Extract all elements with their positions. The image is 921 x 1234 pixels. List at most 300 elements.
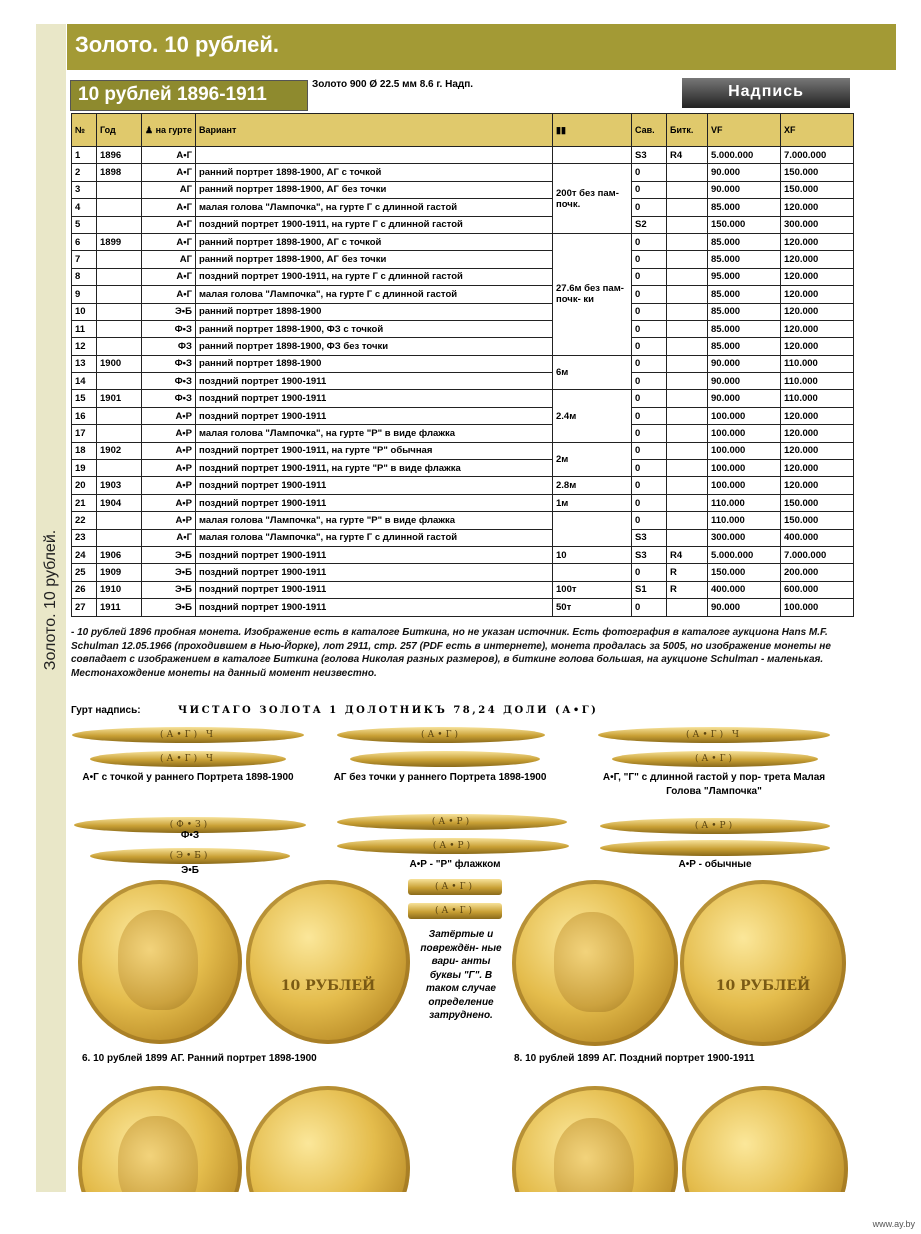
table-cell: 150.000 xyxy=(708,216,781,233)
coin-denomination: 10 РУБЛЕЙ xyxy=(715,978,811,994)
table-cell: 90.000 xyxy=(708,355,781,372)
mintage-cell: 50т xyxy=(553,599,632,616)
table-cell: поздний портрет 1900-1911 xyxy=(195,373,552,390)
table-cell: 17 xyxy=(72,425,97,442)
edge-image: (А•Р) xyxy=(337,814,567,830)
table-cell: 90.000 xyxy=(708,599,781,616)
table-cell: А•Г xyxy=(142,216,196,233)
col-variant: Вариант xyxy=(195,114,552,147)
table-cell: 12 xyxy=(72,338,97,355)
table-cell: S1 xyxy=(632,581,667,598)
table-cell: 0 xyxy=(632,338,667,355)
section-title: 10 рублей 1896-1911 xyxy=(78,84,267,105)
table-cell: 110.000 xyxy=(708,512,781,529)
table-cell: 5.000.000 xyxy=(708,147,781,164)
table-cell: поздний портрет 1900-1911, на гурте Г с длинной гастой xyxy=(195,268,552,285)
portrait-image xyxy=(118,1116,198,1192)
table-cell xyxy=(667,425,708,442)
table-cell: 0 xyxy=(632,233,667,250)
table-cell: 120.000 xyxy=(781,303,854,320)
section-header xyxy=(70,80,308,111)
table-cell xyxy=(667,286,708,303)
col-mintage xyxy=(553,114,632,147)
table-cell: 120.000 xyxy=(781,233,854,250)
table-cell: 23 xyxy=(72,529,97,546)
chapter-banner xyxy=(67,24,896,70)
table-cell: Ф•З xyxy=(142,373,196,390)
table-row xyxy=(72,442,854,459)
watermark: www.ay.by xyxy=(872,1219,915,1229)
table-cell: 27 xyxy=(72,599,97,616)
edge-image: (А•Г) Ч xyxy=(90,751,286,767)
table-cell: А•Р xyxy=(142,512,196,529)
table-cell: 1899 xyxy=(97,233,142,250)
table-cell: 7 xyxy=(72,251,97,268)
table-cell: 0 xyxy=(632,494,667,511)
table-row xyxy=(72,251,854,268)
table-cell xyxy=(97,251,142,268)
table-cell: 2 xyxy=(72,164,97,181)
coin-specs: Золото 900 Ø 22.5 мм 8.6 г. Надп. xyxy=(312,79,474,90)
table-cell xyxy=(97,425,142,442)
edge-image xyxy=(600,840,830,856)
col-xf: XF xyxy=(781,114,854,147)
table-row xyxy=(72,407,854,424)
table-row xyxy=(72,147,854,164)
table-cell: 0 xyxy=(632,390,667,407)
table-cell: 90.000 xyxy=(708,164,781,181)
table-cell: А•Г xyxy=(142,286,196,303)
edge-image: (А•Г) xyxy=(408,903,502,919)
table-cell xyxy=(667,216,708,233)
table-cell: ранний портрет 1898-1900, ФЗ с точкой xyxy=(195,320,552,337)
table-cell: 14 xyxy=(72,373,97,390)
table-cell: 18 xyxy=(72,442,97,459)
table-cell: 4 xyxy=(72,199,97,216)
portrait-image xyxy=(118,910,198,1010)
sidebar-title: Золото. 10 рублей. xyxy=(42,529,59,671)
table-cell: малая голова "Лампочка", на гурте Г с длинной гастой xyxy=(195,286,552,303)
edge-image: (А•Р) xyxy=(337,838,569,854)
table-cell: 120.000 xyxy=(781,286,854,303)
table-cell: поздний портрет 1900-1911 xyxy=(195,494,552,511)
table-row xyxy=(72,303,854,320)
table-cell xyxy=(667,390,708,407)
table-cell: 19 xyxy=(72,460,97,477)
coin-caption: 8. 10 рублей 1899 АГ. Поздний портрет 1900-1911 xyxy=(514,1053,755,1064)
table-row xyxy=(72,338,854,355)
coin-row-cropped xyxy=(66,1076,866,1192)
edge-image: (А•Г) Ч xyxy=(72,727,304,743)
portrait-image xyxy=(554,1118,634,1192)
table-cell xyxy=(667,442,708,459)
table-cell xyxy=(667,164,708,181)
table-cell: 20 xyxy=(72,477,97,494)
table-cell: 100.000 xyxy=(708,477,781,494)
table-cell xyxy=(667,233,708,250)
table-cell xyxy=(667,268,708,285)
table-cell: 90.000 xyxy=(708,181,781,198)
table-row xyxy=(72,599,854,616)
table-cell: А•Г xyxy=(142,529,196,546)
table-cell: 85.000 xyxy=(708,233,781,250)
table-cell: 200.000 xyxy=(781,564,854,581)
table-cell: 300.000 xyxy=(781,216,854,233)
table-cell: 22 xyxy=(72,512,97,529)
table-cell xyxy=(667,181,708,198)
table-cell: 25 xyxy=(72,564,97,581)
table-cell: 100.000 xyxy=(708,460,781,477)
table-cell: ранний портрет 1898-1900, АГ без точки xyxy=(195,251,552,268)
table-row xyxy=(72,164,854,181)
coin-reverse xyxy=(246,1086,410,1192)
table-cell: поздний портрет 1900-1911 xyxy=(195,477,552,494)
table-cell: 1 xyxy=(72,147,97,164)
table-cell: поздний портрет 1900-1911, на гурте "Р" в виде флажка xyxy=(195,460,552,477)
table-cell: ранний портрет 1898-1900 xyxy=(195,355,552,372)
table-row xyxy=(72,512,854,529)
table-cell: малая голова "Лампочка", на гурте Г с длинной гастой xyxy=(195,529,552,546)
edge-caption: А•Р - обычные xyxy=(678,859,752,870)
table-cell xyxy=(195,147,552,164)
mintage-cell xyxy=(553,147,632,164)
table-cell: 24 xyxy=(72,546,97,563)
table-cell: 16 xyxy=(72,407,97,424)
mintage-cell xyxy=(553,564,632,581)
mintage-cell: 10 xyxy=(553,546,632,563)
table-cell: 600.000 xyxy=(781,581,854,598)
table-cell: А•Р xyxy=(142,407,196,424)
col-bitkin: Битк. xyxy=(667,114,708,147)
table-cell: 1901 xyxy=(97,390,142,407)
table-cell: АГ xyxy=(142,251,196,268)
table-cell xyxy=(667,599,708,616)
table-cell: А•Г xyxy=(142,199,196,216)
edge-caption: Э•Б xyxy=(181,865,199,876)
edge-caption: АГ без точки у раннего Портрета 1898-1900 xyxy=(333,772,547,783)
edge-image: (А•Р) xyxy=(600,818,830,834)
table-cell: 0 xyxy=(632,199,667,216)
table-row xyxy=(72,373,854,390)
table-row xyxy=(72,320,854,337)
table-cell: 85.000 xyxy=(708,199,781,216)
table-cell: ранний портрет 1898-1900, ФЗ без точки xyxy=(195,338,552,355)
table-cell: R xyxy=(667,564,708,581)
table-cell: 15 xyxy=(72,390,97,407)
table-cell: 21 xyxy=(72,494,97,511)
table-cell xyxy=(667,199,708,216)
mintage-cell: 2.8м xyxy=(553,477,632,494)
table-cell: 150.000 xyxy=(781,494,854,511)
table-cell: 0 xyxy=(632,477,667,494)
table-cell xyxy=(667,512,708,529)
table-cell: 90.000 xyxy=(708,373,781,390)
table-cell: 0 xyxy=(632,355,667,372)
table-cell: 1896 xyxy=(97,147,142,164)
table-cell: А•Г xyxy=(142,233,196,250)
coin-caption: 6. 10 рублей 1899 АГ. Ранний портрет 1898-1900 xyxy=(82,1053,317,1064)
edge-caption: А•Р - "Р" флажком xyxy=(409,859,501,870)
edge-image xyxy=(350,751,540,767)
table-cell: А•Р xyxy=(142,442,196,459)
table-row xyxy=(72,355,854,372)
table-cell: 120.000 xyxy=(781,251,854,268)
table-cell: 1909 xyxy=(97,564,142,581)
table-cell: 1906 xyxy=(97,546,142,563)
table-cell: 120.000 xyxy=(781,442,854,459)
table-cell: 0 xyxy=(632,512,667,529)
table-cell: 10 xyxy=(72,303,97,320)
table-cell: 400.000 xyxy=(781,529,854,546)
table-cell: 0 xyxy=(632,303,667,320)
table-cell: 400.000 xyxy=(708,581,781,598)
col-vf: VF xyxy=(708,114,781,147)
table-cell: S2 xyxy=(632,216,667,233)
table-cell: 8 xyxy=(72,268,97,285)
table-cell: ранний портрет 1898-1900, АГ с точкой xyxy=(195,164,552,181)
table-cell: 1910 xyxy=(97,581,142,598)
table-cell: А•Р xyxy=(142,425,196,442)
table-cell xyxy=(667,338,708,355)
table-cell: 0 xyxy=(632,425,667,442)
table-cell: 0 xyxy=(632,164,667,181)
mintage-cell: 1м xyxy=(553,494,632,511)
table-cell: 1903 xyxy=(97,477,142,494)
col-year: Год xyxy=(97,114,142,147)
table-cell: 150.000 xyxy=(781,512,854,529)
table-cell xyxy=(97,216,142,233)
table-cell: А•Р xyxy=(142,494,196,511)
table-cell xyxy=(97,181,142,198)
table-cell: 0 xyxy=(632,599,667,616)
table-cell: поздний портрет 1900-1911 xyxy=(195,599,552,616)
table-cell: Ф•З xyxy=(142,320,196,337)
table-row xyxy=(72,529,854,546)
table-cell xyxy=(667,373,708,390)
table-row xyxy=(72,546,854,563)
coin-obverse xyxy=(78,1086,242,1192)
table-cell: 120.000 xyxy=(781,460,854,477)
table-cell: 100.000 xyxy=(708,425,781,442)
table-cell: 0 xyxy=(632,407,667,424)
mintage-cell: 27.6м без пам- почк- ки xyxy=(553,233,632,355)
table-cell: ФЗ xyxy=(142,338,196,355)
edge-inscription-text: ЧИСТАГО ЗОЛОТА 1 ДОЛОТНИКЪ 78,24 ДОЛИ (А•Г) xyxy=(178,705,599,716)
table-cell: 0 xyxy=(632,251,667,268)
mintage-cell: 2.4м xyxy=(553,390,632,442)
table-cell: 110.000 xyxy=(781,355,854,372)
table-cell: 150.000 xyxy=(781,181,854,198)
person-icon: ♟ xyxy=(145,124,154,135)
edge-damage-note: Затёртые и повреждён- ные вари- анты буквы "Г". В таком случае определение затруднено. xyxy=(420,929,502,1021)
mintage-cell: 100т xyxy=(553,581,632,598)
coin-reverse xyxy=(682,1086,848,1192)
table-cell: 110.000 xyxy=(708,494,781,511)
table-cell: S3 xyxy=(632,546,667,563)
table-cell: R xyxy=(667,581,708,598)
col-saveliev: Сав. xyxy=(632,114,667,147)
table-cell: 5 xyxy=(72,216,97,233)
table-cell: 0 xyxy=(632,268,667,285)
mintage-cell: 2м xyxy=(553,442,632,477)
table-cell: 1902 xyxy=(97,442,142,459)
table-cell: Э•Б xyxy=(142,564,196,581)
col-number: № xyxy=(72,114,97,147)
table-row xyxy=(72,477,854,494)
table-cell: 11 xyxy=(72,320,97,337)
table-cell xyxy=(97,320,142,337)
table-cell: ранний портрет 1898-1900, АГ без точки xyxy=(195,181,552,198)
table-cell xyxy=(97,373,142,390)
table-cell: 150.000 xyxy=(708,564,781,581)
table-cell: 85.000 xyxy=(708,338,781,355)
table-cell: Ф•З xyxy=(142,390,196,407)
table-cell: 120.000 xyxy=(781,320,854,337)
edge-image: (А•Г) xyxy=(337,727,545,743)
table-cell: А•Р xyxy=(142,477,196,494)
table-cell: А•Г xyxy=(142,268,196,285)
table-cell: S3 xyxy=(632,147,667,164)
table-cell: 1911 xyxy=(97,599,142,616)
table-cell xyxy=(667,477,708,494)
table-cell: 100.000 xyxy=(781,599,854,616)
coin-reverse xyxy=(246,880,410,1044)
table-row xyxy=(72,199,854,216)
edge-caption: А•Г с точкой у раннего Портрета 1898-1900 xyxy=(82,772,294,783)
table-cell: 7.000.000 xyxy=(781,147,854,164)
table-cell: 120.000 xyxy=(781,199,854,216)
table-cell: 1900 xyxy=(97,355,142,372)
table-cell xyxy=(97,268,142,285)
table-cell: Э•Б xyxy=(142,581,196,598)
table-cell: 150.000 xyxy=(781,164,854,181)
footnote: - 10 рублей 1896 пробная монета. Изображение есть в каталоге Биткина, но не указан источник. Есть фотография в каталоге аукциона Hans M.F. Schulman 12.05.1966 (проходившем в Нью-Йорке), лот 2911, стр. 257 (PDF есть в интернете), монета продалась за 5005, но изображение монеты не совпадает с изображением в каталоге Биткина (голова Николая разных размеров), в биткине голова большая, на аукционе Schulman - маленькая. Местонахождение монеты на данный момент неизвестно. xyxy=(71,627,831,679)
table-cell: 0 xyxy=(632,320,667,337)
table-cell: Э•Б xyxy=(142,303,196,320)
table-row xyxy=(72,216,854,233)
table-cell: 13 xyxy=(72,355,97,372)
table-cell: 0 xyxy=(632,286,667,303)
coin-obverse xyxy=(78,880,242,1044)
table-cell: R4 xyxy=(667,147,708,164)
coin-denomination: 10 РУБЛЕЙ xyxy=(280,978,376,994)
table-cell: малая голова "Лампочка", на гурте Г с длинной гастой xyxy=(195,199,552,216)
table-cell xyxy=(667,303,708,320)
table-cell: поздний портрет 1900-1911 xyxy=(195,546,552,563)
table-cell: 9 xyxy=(72,286,97,303)
edge-image: (А•Г) Ч xyxy=(598,727,830,743)
table-cell xyxy=(97,303,142,320)
table-cell xyxy=(667,251,708,268)
table-cell: 26 xyxy=(72,581,97,598)
table-cell: 90.000 xyxy=(708,390,781,407)
table-cell: поздний портрет 1900-1911 xyxy=(195,564,552,581)
table-cell: 0 xyxy=(632,442,667,459)
chapter-title: Золото. 10 рублей. xyxy=(75,32,279,57)
table-cell: 120.000 xyxy=(781,268,854,285)
table-cell: 3 xyxy=(72,181,97,198)
table-cell: малая голова "Лампочка", на гурте "Р" в виде флажка xyxy=(195,512,552,529)
table-cell: 0 xyxy=(632,373,667,390)
table-cell: ранний портрет 1898-1900, АГ с точкой xyxy=(195,233,552,250)
table-cell xyxy=(97,460,142,477)
table-cell: 6 xyxy=(72,233,97,250)
edge-inscription-label: Гурт надпись: xyxy=(71,705,141,716)
table-cell: ранний портрет 1898-1900 xyxy=(195,303,552,320)
table-row xyxy=(72,460,854,477)
table-cell xyxy=(667,529,708,546)
table-cell xyxy=(97,529,142,546)
table-cell: 1904 xyxy=(97,494,142,511)
table-cell: Ф•З xyxy=(142,355,196,372)
table-cell: 7.000.000 xyxy=(781,546,854,563)
table-cell xyxy=(97,338,142,355)
table-cell: 110.000 xyxy=(781,373,854,390)
table-cell xyxy=(97,512,142,529)
table-cell: 120.000 xyxy=(781,338,854,355)
mintage-cell xyxy=(553,512,632,547)
table-cell xyxy=(667,494,708,511)
table-cell xyxy=(667,320,708,337)
table-cell: А•Г xyxy=(142,147,196,164)
table-cell: 110.000 xyxy=(781,390,854,407)
table-cell: малая голова "Лампочка", на гурте "Р" в виде флажка xyxy=(195,425,552,442)
table-cell: А•Г xyxy=(142,164,196,181)
table-cell: поздний портрет 1900-1911 xyxy=(195,407,552,424)
table-cell: 120.000 xyxy=(781,425,854,442)
table-cell: 85.000 xyxy=(708,320,781,337)
table-row xyxy=(72,390,854,407)
table-cell: Э•Б xyxy=(142,546,196,563)
table-cell: 85.000 xyxy=(708,286,781,303)
table-row xyxy=(72,233,854,250)
table-cell xyxy=(97,286,142,303)
table-row xyxy=(72,425,854,442)
table-cell: поздний портрет 1900-1911, на гурте "Р" обычная xyxy=(195,442,552,459)
table-cell: 95.000 xyxy=(708,268,781,285)
mintage-cell: 200т без пам- почк. xyxy=(553,164,632,234)
table-cell: 0 xyxy=(632,181,667,198)
coin-obverse xyxy=(512,880,678,1046)
table-row xyxy=(72,494,854,511)
edge-caption: А•Г, "Г" с длинной гастой у пор- трета Малая Голова "Лампочка" xyxy=(602,772,826,797)
table-cell xyxy=(97,407,142,424)
table-cell: 120.000 xyxy=(781,477,854,494)
edge-image: (Ф•З) xyxy=(74,817,306,833)
edge-type-label: Надпись xyxy=(728,83,804,100)
table-cell: А•Р xyxy=(142,460,196,477)
table-row xyxy=(72,564,854,581)
mintage-cell: 6м xyxy=(553,355,632,390)
table-cell: 85.000 xyxy=(708,251,781,268)
table-header xyxy=(72,114,854,147)
table-cell xyxy=(667,460,708,477)
table-cell: 300.000 xyxy=(708,529,781,546)
table-row xyxy=(72,581,854,598)
bar-chart-icon: ▮▮ xyxy=(556,124,566,135)
col-edge: ♟ на гурте xyxy=(142,114,196,147)
portrait-image xyxy=(554,912,634,1012)
table-cell: поздний портрет 1900-1911 xyxy=(195,390,552,407)
edge-caption: Ф•З xyxy=(180,830,200,841)
table-cell: 1898 xyxy=(97,164,142,181)
table-cell: поздний портрет 1900-1911 xyxy=(195,581,552,598)
table-cell: АГ xyxy=(142,181,196,198)
table-cell: 0 xyxy=(632,564,667,581)
table-cell: 100.000 xyxy=(708,407,781,424)
edge-image: (А•Г) xyxy=(612,751,818,767)
table-cell: 100.000 xyxy=(708,442,781,459)
